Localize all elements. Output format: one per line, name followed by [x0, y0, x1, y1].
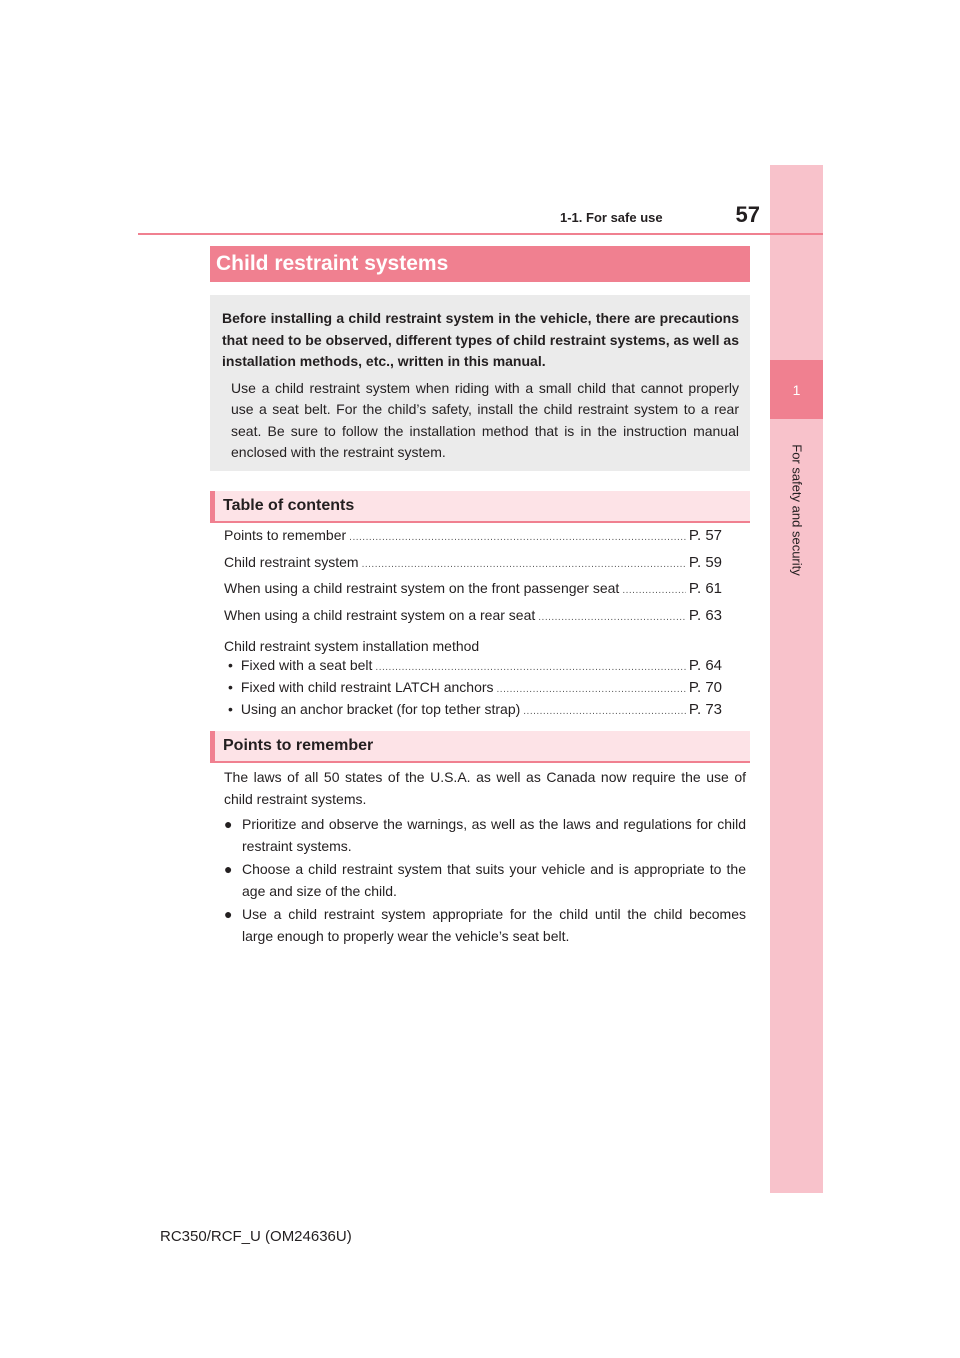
round-bullet-icon: ● — [224, 861, 233, 877]
page-number: 57 — [735, 202, 760, 227]
bullet-icon: • — [228, 701, 233, 717]
toc-sub-item-label: Using an anchor bracket (for top tether strap) — [240, 701, 521, 717]
round-bullet-icon: ● — [224, 906, 233, 922]
bullet-text: Prioritize and observe the warnings, as well as the laws and regulations for child restraint systems. — [242, 816, 746, 854]
side-chapter-tab — [770, 165, 823, 1193]
toc-sub-item-label: Fixed with a seat belt — [240, 657, 373, 673]
toc-heading: Table of contents — [210, 491, 750, 521]
toc-item-page: P. 61 — [688, 580, 722, 597]
toc-item-label: Points to remember — [224, 527, 347, 543]
toc-sub-item[interactable] — [224, 679, 722, 701]
toc-item-page: P. 59 — [688, 553, 722, 571]
toc-item-label: When using a child restraint system on a rear seat — [224, 606, 536, 623]
chapter-number: 1 — [770, 360, 823, 419]
toc-sub-item-page: P. 73 — [688, 701, 722, 718]
toc-item-page: P. 63 — [688, 606, 722, 624]
list-item — [224, 903, 746, 947]
intro-text: Use a child restraint system when riding with a small child that cannot properly use a seat belt. For the child’s safety, install the child restraint system to a rear seat. Be sure to follow the installation method that is in the instruction manual enclosed with the restraint system. — [231, 379, 739, 460]
round-bullet-icon: ● — [224, 816, 233, 832]
toc-item-label: Child restraint system — [224, 553, 359, 570]
toc-leader — [622, 585, 686, 596]
toc-leader — [362, 559, 686, 570]
toc-item[interactable] — [224, 607, 722, 634]
page-title: Child restraint systems — [210, 246, 750, 282]
intro-box — [210, 295, 750, 471]
toc-item-page: P. 57 — [688, 527, 722, 544]
toc-sub-item-page: P. 70 — [688, 679, 722, 696]
table-of-contents — [224, 527, 722, 723]
intro-bold-text: Before installing a child restraint system in the vehicle, there are precautions that need to be observed, different types of child restraint systems, as well as installation methods, etc., written in this manual. — [222, 310, 739, 369]
toc-item[interactable] — [224, 554, 722, 581]
toc-item[interactable] — [224, 580, 722, 607]
toc-leader — [523, 706, 686, 717]
header-rule — [138, 233, 823, 235]
list-item — [224, 858, 746, 902]
points-intro: The laws of all 50 states of the U.S.A. as well as Canada now require the use of child restraint systems. — [224, 769, 746, 807]
bullet-text: Choose a child restraint system that suits your vehicle and is appropriate to the age and size of the child. — [242, 861, 746, 899]
toc-sub-item[interactable] — [224, 701, 722, 723]
toc-leader — [538, 612, 686, 623]
chapter-label: For safety and security — [789, 444, 805, 576]
bullet-icon: • — [228, 657, 233, 673]
bullet-icon: • — [228, 679, 233, 695]
section-label: 1-1. For safe use — [560, 210, 663, 225]
toc-leader — [375, 662, 685, 673]
toc-leader — [497, 684, 686, 695]
toc-sub-item[interactable] — [224, 657, 722, 679]
toc-item-label: When using a child restraint system on the front passenger seat — [224, 580, 620, 596]
list-item — [224, 813, 746, 857]
points-heading: Points to remember — [210, 731, 750, 761]
toc-sub-item-page: P. 64 — [688, 657, 722, 674]
points-body — [224, 766, 746, 947]
toc-sub-item-label: Fixed with child restraint LATCH anchors — [240, 679, 494, 695]
footer-model-code: RC350/RCF_U (OM24636U) — [160, 1228, 352, 1245]
toc-item[interactable] — [224, 527, 722, 554]
bullet-text: Use a child restraint system appropriate for the child until the child becomes large enough to properly wear the vehicle’s seat belt. — [242, 906, 746, 944]
toc-leader — [349, 532, 686, 543]
toc-group-label: Child restraint system installation method — [224, 638, 480, 654]
